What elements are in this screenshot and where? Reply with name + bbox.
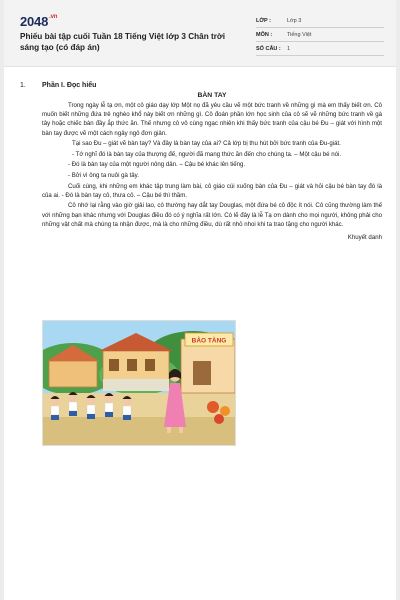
question-number: 1. <box>20 82 26 89</box>
story-paragraph: Trong ngày lễ tạ ơn, một cô giáo dạy lớp Một nọ đã yêu cầu vẽ một bức tranh về những gì mà em thấy biết ơn. Cô muốn biết những đứa trẻ nghèo khổ này biết ơn những gì. Cô đoán phần lớn học sinh của cô sẽ vẽ những bức tranh về gà tây hoặc chiếc bàn đầy ắp thức ăn. Thế nhưng cô vô cùng ngạc nhiên khi thấy bức tranh của cậu bé Đu – giát với hình một bàn tay được vẽ một cách ngây ngô đơn giản. <box>42 102 382 137</box>
site-logo[interactable] <box>20 14 57 29</box>
meta-row-subject <box>256 28 384 42</box>
meta-label: LỚP : <box>256 17 271 24</box>
story-paragraph: Cuối cùng, khi những em khác tập trung làm bài, cô giáo cúi xuống bàn của Đu – giát và hỏi cậu bé bàn tay đó là của ai. - Đó là bàn tay cô, thưa cô. – Cậu bé thì thầm. <box>42 182 382 199</box>
story-title: BÀN TAY <box>197 92 227 99</box>
story-paragraph: Cô nhớ lại rằng vào giờ giải lao, cô thường hay dắt tay Douglas, một đứa bé cô độc ít nói. Cô cũng thường làm thế với những bạn khác nhưng với Douglas điều đó có ý nghĩa rất lớn. Có lẽ đây là lễ Tạ ơn dành cho mọi người, không phải cho những vật chất mà chúng ta nhận được, mà là cho những điều, dù rất nhỏ nhoi khi ta trao tặng cho người khác. <box>42 202 382 228</box>
meta-value: Lớp 3 <box>287 17 302 24</box>
logo-suffix: .vn <box>49 14 58 20</box>
logo-text: 2048 <box>20 14 49 29</box>
document-title: Phiếu bài tập cuối Tuần 18 Tiếng Việt lớp 3 Chân trời sáng tạo (có đáp án) <box>20 32 225 52</box>
page-content <box>20 82 382 244</box>
meta-row-question-count <box>256 42 384 56</box>
museum-sign: BẢO TÀNG <box>191 337 227 345</box>
section-heading <box>20 82 382 89</box>
meta-value: 1 <box>287 45 291 52</box>
meta-table <box>256 14 384 56</box>
meta-label: MÔN : <box>256 31 273 38</box>
reading-passage <box>42 92 382 242</box>
page-header <box>4 0 396 67</box>
section-title: Phần I. Đọc hiểu <box>42 82 97 89</box>
meta-row-class <box>256 14 384 28</box>
illustration-drawing <box>43 321 235 445</box>
story-paragraph: - Đó là bàn tay của một người nông dân. – Cậu bé khác lên tiếng. <box>68 161 246 169</box>
meta-value: Tiếng Việt <box>287 31 312 38</box>
story-paragraph: Tại sao Đu – giát vẽ bàn tay? Và đây là bàn tay của ai? Cả lớp bị thu hút bởi bức tranh của Đu-giát. <box>72 140 341 148</box>
story-author: Khuyết danh <box>347 233 382 241</box>
story-paragraph: - Bởi vì ông ta nuôi gà tây. <box>68 171 139 179</box>
document-page <box>4 0 396 600</box>
story-illustration <box>42 320 236 446</box>
meta-label: SỐ CÂU : <box>256 45 281 52</box>
story-paragraph: - Tớ nghĩ đó là bàn tay của thượng đế, người đã mang thức ăn đến cho chúng ta. – Một cậu bé nói. <box>72 150 342 158</box>
